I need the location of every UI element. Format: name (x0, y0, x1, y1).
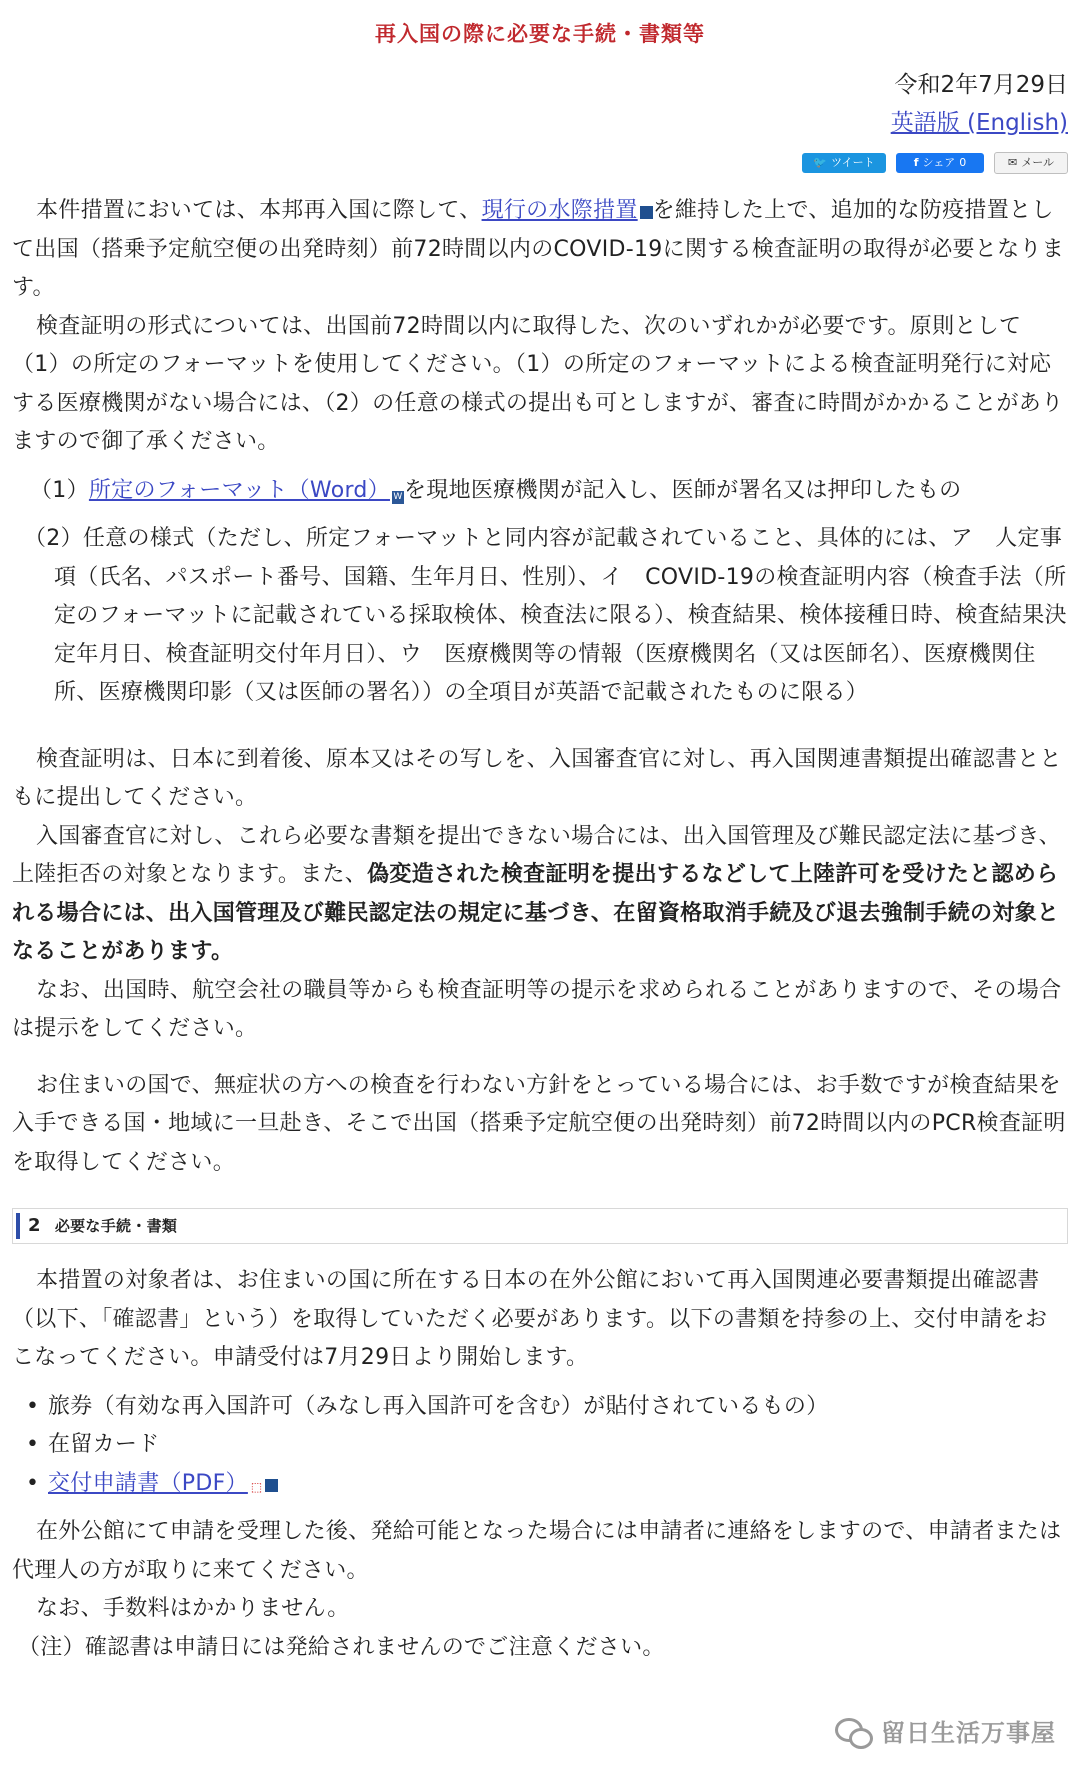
watermark (835, 1713, 1056, 1748)
option-1-number: （1） (30, 477, 89, 503)
word-file-icon: W (393, 491, 403, 502)
border-measures-link[interactable]: 現行の水際措置 (481, 198, 638, 223)
list-item: • 在留カード (12, 1426, 1068, 1465)
watermark-text: 留日生活万事屋 (881, 1719, 1056, 1747)
main-content (12, 192, 1068, 1667)
notes-warning-bold: 偽変造された検査証明を提出するなどして上陸許可を受けたと認められる場合には、出入国管理及び難民認定法の規定に基づき、在留資格取消手続及び退去強制手続の対象となることがあります。 (12, 862, 1060, 964)
mail-label: メール (1021, 156, 1054, 169)
section-2-paragraph-3: なお、手数料はかかりません。 (36, 1596, 350, 1621)
facebook-icon: f (913, 156, 919, 169)
intro-text-b: を維持した上で、追加的な防疫措置として出国（搭乗予定航空便の出発時刻）前72時間以内のCOVID-19に関する検査証明の取得が必要となります。 (12, 198, 1064, 300)
english-version-link[interactable]: 英語版 (English) (890, 110, 1068, 136)
intro-text-a: 本件措置においては、本邦再入国に際して、 (36, 198, 482, 223)
facebook-share-count: 0 (959, 156, 967, 169)
notes-paragraph-3: なお、出国時、航空会社の職員等からも検査証明等の提示を求められることがありますので、その場合は提示をしてください。 (12, 977, 1062, 1041)
option-1-text: を現地医療機関が記入し、医師が署名又は押印したもの (403, 477, 962, 503)
external-link-icon (640, 206, 653, 219)
list-item (12, 1465, 1068, 1504)
option-2: （2）任意の様式（ただし、所定フォーマットと同内容が記載されていること、具体的には、ア 人定事項（氏名、パスポート番号、国籍、生年月日、性別）、イ COVID-19の検査証明内容（検査手法（所定のフォーマットに記載されている採取検体、検査法に限る）、検査結果、検体接種日時、検査結果決定年月日、検査証明交付年月日）、ウ 医療機関等の情報（医療機関名（又は医師名）、医療機関住所、医療機関印影（又は医師の署名））の全項目が英語で記載されたものに限る） (24, 526, 1067, 705)
twitter-bird-icon: 🐦 (813, 156, 828, 169)
format-word-link[interactable]: 所定のフォーマット（Word） (88, 477, 390, 503)
facebook-share-label: シェア (922, 156, 956, 169)
intro-paragraph-1 (12, 192, 1068, 308)
wechat-icon (835, 1716, 873, 1746)
section-2-note: （注）確認書は申請日には発給されませんのでご注意ください。 (18, 1634, 665, 1660)
mail-icon: ✉ (1008, 156, 1018, 169)
tweet-label: ツイート (831, 156, 875, 169)
application-form-pdf-link[interactable]: 交付申請書（PDF） (48, 1470, 248, 1496)
notes-paragraph-1: 検査証明は、日本に到着後、原本又はその写しを、入国審査官に対し、再入国関連書類提出確認書とともに提出してください。 (12, 746, 1062, 810)
section-accent-bar (16, 1213, 20, 1239)
page-title: 再入国の際に必要な手続・書類等 (375, 22, 705, 46)
list-item: • 旅券（有効な再入国許可（みなし再入国許可を含む）が貼付されているもの） (12, 1388, 1068, 1427)
external-link-icon (265, 1479, 278, 1492)
notes-paragraph-2 (12, 818, 1068, 972)
section-2-paragraph-2: 在外公館にて申請を受理した後、発給可能となった場合には申請者に連絡をしますので、申請者または代理人の方が取りに来てください。 (12, 1519, 1062, 1583)
tweet-button[interactable] (802, 153, 886, 173)
option-1 (12, 472, 1068, 511)
intro-paragraph-2: 検査証明の形式については、出国前72時間以内に取得した、次のいずれかが必要です。原則として（1）の所定のフォーマットを使用してください。（1）の所定のフォーマットによる検査証明発行に対応する医療機関がない場合には、（2）の任意の様式の提出も可としますが、審査に時間がかかることがありますので御了承ください。 (12, 313, 1064, 454)
section-2-paragraph-1: 本措置の対象者は、お住まいの国に所在する日本の在外公館において再入国関連必要書類提出確認書（以下、「確認書」という）を取得していただく必要があります。以下の書類を持参の上、交付申請をおこなってください。申請受付は7月29日より開始します。 (12, 1268, 1048, 1370)
mail-button[interactable] (994, 152, 1068, 174)
pdf-file-icon: ⬚ (250, 1479, 263, 1494)
section-title: 必要な手続・書類 (54, 1216, 178, 1235)
share-bar (802, 152, 1068, 174)
notes-text-a: 入国審査官に対し、これら必要な書類を提出できない場合には、出入国管理及び難民認定法に基づき、上陸拒否の対象となります。また、 (12, 823, 1061, 887)
facebook-share-button[interactable] (896, 153, 984, 173)
notes-paragraph-4: お住まいの国で、無症状の方への検査を行わない方針をとっている場合には、お手数ですが検査結果を入手できる国・地域に一旦赴き、そこで出国（搭乗予定航空便の出発時刻）前72時間以内のPCR検査証明を取得してください。 (12, 1072, 1066, 1175)
section-number: 2 (28, 1214, 41, 1236)
required-documents-list (12, 1388, 1068, 1504)
publish-date: 令和2年7月29日 (894, 72, 1068, 98)
section-2-header (12, 1208, 1068, 1244)
